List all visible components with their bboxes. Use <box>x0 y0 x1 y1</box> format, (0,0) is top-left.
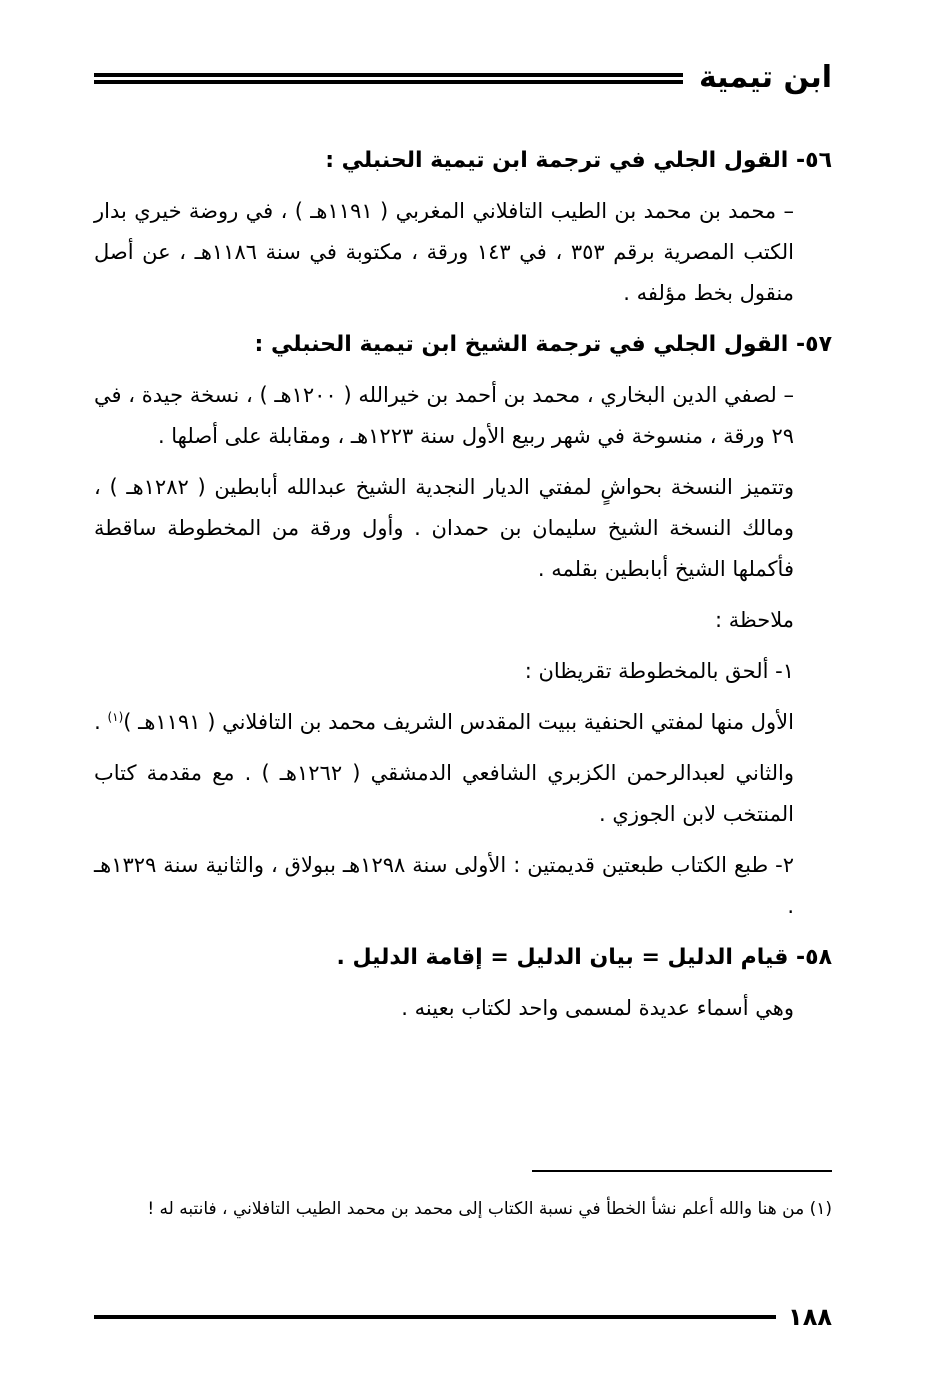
note-item-2: ٢- طبع الكتاب طبعتين قديمتين : الأولى سنة ١٢٩٨هـ ببولاق ، والثانية سنة ١٣٢٩هـ . <box>94 853 794 918</box>
entry-58-paragraph: وهي أسماء عديدة لمسمى واحد لكتاب بعينه . <box>401 996 794 1020</box>
first-endorsement-end: . <box>94 710 108 734</box>
note-paragraph-second-endorsement: والثاني لعبدالرحمن الكزبري الشافعي الدمشقي ( ١٢٦٢هـ ) . مع مقدمة كتاب المنتخب لابن الجوزي . <box>94 761 794 826</box>
note-item-1: ١- ألحق بالمخطوطة تقريظان : <box>524 659 794 683</box>
running-header <box>94 58 832 98</box>
footnote-text: (١) من هنا والله أعلم نشأ الخطأ في نسبة الكتاب إلى محمد بن محمد الطيب التافلاني ، فانتبه له ! <box>147 1199 832 1219</box>
footnote-reference[interactable]: (١) <box>107 710 124 724</box>
page-body <box>94 140 832 1039</box>
entry-57-heading: ٥٧- القول الجلي في ترجمة الشيخ ابن تيمية الحنبلي : <box>254 332 832 357</box>
footnote-separator <box>532 1170 832 1172</box>
note-label: ملاحظة : <box>715 608 794 632</box>
page-number: ١٨٨ <box>788 1303 832 1331</box>
first-endorsement-text: الأول منها لمفتي الحنفية ببيت المقدس الشريف محمد بن التافلاني ( ١١٩١هـ ) <box>123 710 794 734</box>
footer-rule <box>94 1315 776 1319</box>
note-paragraph-first-endorsement <box>94 702 832 743</box>
running-header-title: ابن تيمية <box>698 60 832 95</box>
entry-56-heading: ٥٦- القول الجلي في ترجمة ابن تيمية الحنبلي : <box>325 148 832 173</box>
entry-57-paragraph-2: وتتميز النسخة بحواشٍ لمفتي الديار النجدية الشيخ عبدالله أبابطين ( ١٢٨٢هـ ) ، ومالك النسخة الشيخ سليمان بن حمدان . وأول ورقة من المخطوطة ساقطة فأكملها الشيخ أبابطين بقلمه . <box>94 475 794 581</box>
entry-57-paragraph-1: – لصفي الدين البخاري ، محمد بن أحمد بن خيرالله ( ١٢٠٠هـ ) ، نسخة جيدة ، في ٢٩ ورقة ، منسوخة في شهر ربيع الأول سنة ١٢٢٣هـ ، ومقابلة على أصلها . <box>94 383 795 448</box>
header-double-rule <box>94 73 683 84</box>
entry-58-heading: ٥٨- قيام الدليل = بيان الدليل = إقامة الدليل . <box>336 945 832 970</box>
page-footer <box>94 1300 832 1334</box>
entry-56-paragraph: – محمد بن محمد بن الطيب التافلاني المغربي ( ١١٩١هـ ) ، في روضة خيري بدار الكتب المصرية برقم ٣٥٣ ، في ١٤٣ ورقة ، مكتوبة في سنة ١١٨٦هـ ، عن أصل منقول بخط مؤلفه . <box>94 199 794 305</box>
